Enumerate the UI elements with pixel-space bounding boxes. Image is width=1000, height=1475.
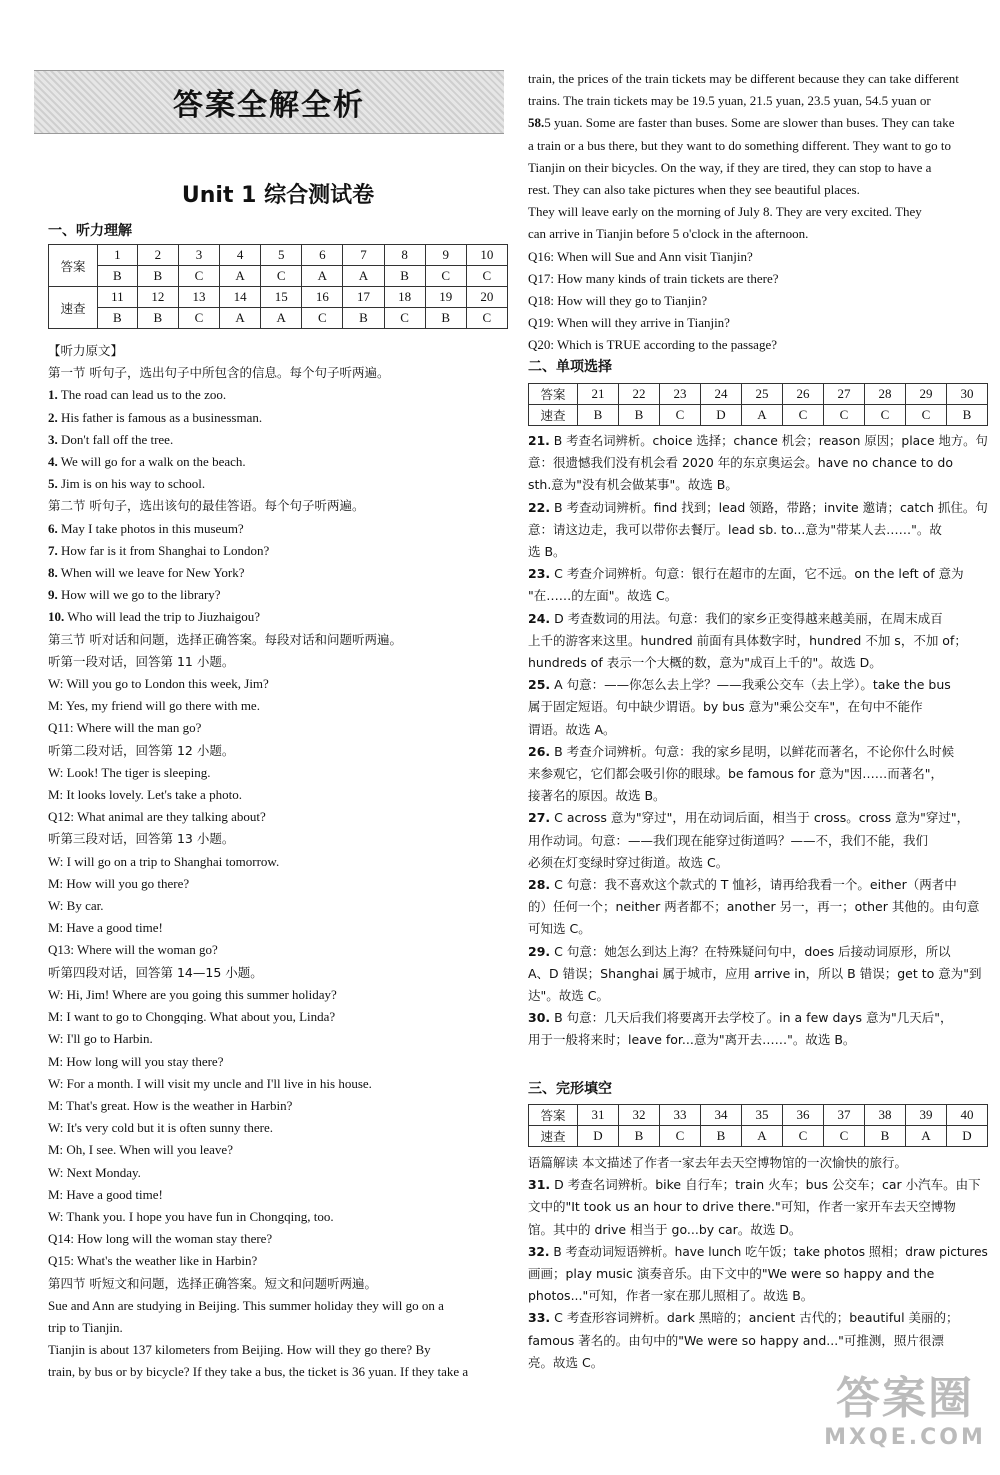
text-line: W: Next Monday. xyxy=(48,1164,141,1180)
question-number-cell: 21 xyxy=(578,384,619,405)
question-number-cell: 40 xyxy=(947,1105,988,1126)
text-line: Q14: How long will the woman stay there? xyxy=(48,1231,273,1247)
answer-cell: B xyxy=(619,405,660,426)
section-heading-listening: 一、听力理解 xyxy=(48,223,132,239)
text-line: 33. C 考查形容词辨析。dark 黑暗的；ancient 古代的；beautiful 美丽的； xyxy=(528,1310,959,1326)
question-number-cell: 11 xyxy=(98,287,138,308)
text-line: 语篇解读 本文描述了作者一家去年去天空博物馆的一次愉快的旅行。 xyxy=(528,1155,907,1170)
answer-cell: B xyxy=(701,1126,742,1147)
answer-cell: C xyxy=(178,266,219,287)
table-row xyxy=(49,245,508,266)
text-line: 用作动词。句意：——我们现在能穿过街道吗？——不，我们不能，我们 xyxy=(528,832,929,848)
answer-cell: C xyxy=(178,308,219,329)
text-line: M: How will you go there? xyxy=(48,875,190,891)
answer-cell: D xyxy=(578,1126,619,1147)
question-number-cell: 32 xyxy=(619,1105,660,1126)
question-number-cell: 6 xyxy=(302,245,343,266)
text-line: photos..."可知，作者一家在那儿照相了。故选 B。 xyxy=(528,1288,814,1304)
table-row xyxy=(529,405,988,426)
banner-title: 答案全解全析 xyxy=(173,88,365,123)
text-line: 4. We will go for a walk on the beach. xyxy=(48,454,246,470)
answer-cell: B xyxy=(578,405,619,426)
text-line: 听第一段对话，回答第 11 小题。 xyxy=(48,653,235,669)
answer-cell: A xyxy=(343,266,384,287)
answer-cell: B xyxy=(384,266,425,287)
table-row xyxy=(49,287,508,308)
text-line: M: That's great. How is the weather in Harbin? xyxy=(48,1097,293,1113)
answer-cell: B xyxy=(865,1126,906,1147)
listening-script xyxy=(48,340,508,1384)
text-line: 听第四段对话，回答第 14—15 小题。 xyxy=(48,964,263,980)
question-number-cell: 25 xyxy=(742,384,783,405)
text-line: 28. C 句意：我不喜欢这个款式的 T 恤衫，请再给我看一个。either（两者中 xyxy=(528,877,957,893)
text-line: Tianjin is about 137 kilometers from Beijing. How will they go there? By xyxy=(48,1342,431,1358)
text-line: 第二节 听句子，选出该句的最佳答语。每个句子听两遍。 xyxy=(48,498,365,514)
question-number-cell: 31 xyxy=(578,1105,619,1126)
answer-cell: B xyxy=(425,308,466,329)
answer-cell: C xyxy=(906,405,947,426)
answer-cell: C xyxy=(466,308,507,329)
text-line: 27. C across 意为"穿过"，用在动词后面，相当于 cross。cross 意为"穿过"， xyxy=(528,810,970,826)
text-line: "在……的左面"。故选 C。 xyxy=(528,588,678,604)
text-line: 30. B 句意：几天后我们将要离开去学校了。in a few days 意为"几天后"， xyxy=(528,1010,953,1026)
title-banner xyxy=(34,70,504,134)
text-line: 来参观它，它们都会吸引你的眼球。be famous for 意为"因……而著名"， xyxy=(528,766,944,782)
text-line: W: Will you go to London this week, Jim? xyxy=(48,676,269,692)
question-number-cell: 3 xyxy=(178,245,219,266)
text-line: 用于一般将来时；leave for...意为"离开去……"。故选 B。 xyxy=(528,1032,856,1048)
answer-cell: C xyxy=(261,266,302,287)
text-line: 画画；play music 演奏音乐。由下文中的"We were so happy and the xyxy=(528,1266,935,1282)
text-line: 属于固定短语。句中缺少谓语。by bus 意为"乘公交车"，在句中不能作 xyxy=(528,699,923,715)
text-line: 接著名的原因。故选 B。 xyxy=(528,788,666,804)
text-line: Sue and Ann are studying in Beijing. This summer holiday they will go on a xyxy=(48,1297,444,1313)
question-number-cell: 1 xyxy=(98,245,138,266)
single-choice-explanations xyxy=(528,430,988,1052)
answer-cell: B xyxy=(619,1126,660,1147)
text-line: 谓语。故选 A。 xyxy=(528,721,616,737)
text-line: sth.意为"没有机会做某事"。故选 B。 xyxy=(528,477,738,493)
question-number-cell: 17 xyxy=(343,287,384,308)
question-number-cell: 19 xyxy=(425,287,466,308)
answer-cell: C xyxy=(824,1126,865,1147)
unit-title: Unit 1 综合测试卷 xyxy=(181,183,375,208)
question-number-cell: 14 xyxy=(220,287,261,308)
text-line: 7. How far is it from Shanghai to London? xyxy=(48,542,270,558)
cloze-explanations xyxy=(528,1152,988,1374)
watermark-url: MXQE.COM xyxy=(824,1425,986,1450)
answer-cell: C xyxy=(865,405,906,426)
text-line: 29. C 句意：她怎么到达上海？在特殊疑问句中，does 后接动词原形，所以 xyxy=(528,943,951,959)
text-line: W: Thank you. I hope you have fun in Chongqing, too. xyxy=(48,1208,334,1224)
answer-cell: B xyxy=(343,308,384,329)
text-line: Q19: When will they arrive in Tianjin? xyxy=(528,315,730,331)
question-number-cell: 27 xyxy=(824,384,865,405)
text-line: a train or a bus there, but they want to do something different. They want to go to xyxy=(528,137,952,153)
question-number-cell: 20 xyxy=(466,287,507,308)
text-line: Q15: What's the weather like in Harbin? xyxy=(48,1253,258,1269)
question-number-cell: 8 xyxy=(384,245,425,266)
text-line: M: Oh, I see. When will you leave? xyxy=(48,1142,233,1158)
text-line: Q11: Where will the man go? xyxy=(48,720,202,736)
text-line: 31. D 考查名词辨析。bike 自行车；train 火车；bus 公交车；car 小汽车。由下 xyxy=(528,1177,981,1193)
text-line: 5. Jim is on his way to school. xyxy=(48,476,206,492)
question-number-cell: 23 xyxy=(660,384,701,405)
answer-cell: C xyxy=(425,266,466,287)
text-line: Tianjin on their bicycles. On the way, if they are tired, they can stop to have a xyxy=(528,159,932,175)
text-line: Q17: How many kinds of train tickets are there? xyxy=(528,270,779,286)
question-number-cell: 13 xyxy=(178,287,219,308)
answer-cell: D xyxy=(701,405,742,426)
answer-cell: A xyxy=(742,1126,783,1147)
table-label: 速查 xyxy=(49,287,98,329)
text-line: 21. B 考查名词辨析。choice 选择；chance 机会；reason 原因；place 地方。句 xyxy=(528,433,988,448)
text-line: 上千的游客来这里。hundred 前面有具体数字时，hundred 不加 s，不加 of； xyxy=(528,632,967,648)
answer-cell: C xyxy=(824,405,865,426)
question-number-cell: 22 xyxy=(619,384,660,405)
text-line: hundreds of 表示一个大概的数，意为"成百上千的"。故选 D。 xyxy=(528,655,882,671)
section-heading-cloze: 三、完形填空 xyxy=(528,1081,612,1097)
text-line: W: Look! The tiger is sleeping. xyxy=(48,764,211,780)
table-row xyxy=(529,1105,988,1126)
answer-cell: B xyxy=(137,308,178,329)
text-line: M: I want to go to Chongqing. What about you, Linda? xyxy=(48,1009,336,1025)
text-line: train, the prices of the train tickets may be different because they can take different xyxy=(528,71,959,86)
passage-continuation xyxy=(528,68,988,357)
question-number-cell: 15 xyxy=(261,287,302,308)
answer-cell: C xyxy=(660,1126,701,1147)
question-number-cell: 2 xyxy=(137,245,178,266)
cloze-answer-table xyxy=(528,1104,988,1147)
question-number-cell: 26 xyxy=(783,384,824,405)
text-line: 达"。故选 C。 xyxy=(528,988,609,1004)
table-row xyxy=(529,1126,988,1147)
text-line: 1. The road can lead us to the zoo. xyxy=(48,387,227,403)
question-number-cell: 16 xyxy=(302,287,343,308)
text-line: 亮。故选 C。 xyxy=(528,1354,604,1370)
text-line: trip to Tianjin. xyxy=(48,1319,123,1335)
text-line: 听第三段对话，回答第 13 小题。 xyxy=(48,831,235,847)
text-line: 3. Don't fall off the tree. xyxy=(48,431,174,447)
text-line: 26. B 考查介词辨析。句意：我的家乡昆明，以鲜花而著名，不论你什么时候 xyxy=(528,743,955,759)
table-label: 答案 xyxy=(529,1105,578,1126)
text-line: W: For a month. I will visit my uncle and I'll live in his house. xyxy=(48,1075,372,1091)
text-line: famous 著名的。由句中的"We were so happy and..."可推测，照片很漂 xyxy=(528,1332,944,1348)
text-line: 2. His father is famous as a businessman. xyxy=(48,409,263,425)
question-number-cell: 39 xyxy=(906,1105,947,1126)
text-line: Q12: What animal are they talking about? xyxy=(48,809,266,825)
text-line: 第四节 听短文和问题，选择正确答案。短文和问题听两遍。 xyxy=(48,1275,377,1291)
text-line: 听第二段对话，回答第 12 小题。 xyxy=(48,742,235,758)
single-choice-answer-table xyxy=(528,383,988,426)
question-number-cell: 7 xyxy=(343,245,384,266)
question-number-cell: 12 xyxy=(137,287,178,308)
table-label: 答案 xyxy=(529,384,578,405)
table-row xyxy=(49,266,508,287)
text-line: 8. When will we leave for New York? xyxy=(48,565,245,581)
text-line: M: It looks lovely. Let's take a photo. xyxy=(48,787,242,803)
question-number-cell: 10 xyxy=(466,245,507,266)
answer-cell: C xyxy=(466,266,507,287)
text-line: trains. The train tickets may be 19.5 yuan, 21.5 yuan, 23.5 yuan, 54.5 yuan or xyxy=(528,93,931,109)
question-number-cell: 34 xyxy=(701,1105,742,1126)
answer-cell: A xyxy=(220,308,261,329)
text-line: Q18: How will they go to Tianjin? xyxy=(528,293,708,309)
text-line: A、D 错误；Shanghai 属于城市，应用 arrive in，所以 B 错误；get to 意为"到 xyxy=(528,965,982,981)
answer-cell: C xyxy=(783,1126,824,1147)
table-row xyxy=(49,308,508,329)
question-number-cell: 33 xyxy=(660,1105,701,1126)
text-line: 32. B 考查动词短语辨析。have lunch 吃午饭；take photos 照相；draw pictures xyxy=(528,1243,988,1259)
answer-cell: C xyxy=(302,308,343,329)
text-line: 第三节 听对话和问题，选择正确答案。每段对话和问题听两遍。 xyxy=(48,631,402,647)
watermark-text: 答案圈 xyxy=(836,1373,974,1424)
question-number-cell: 9 xyxy=(425,245,466,266)
answer-cell: A xyxy=(220,266,261,287)
text-line: 的）任何一个；neither 两者都不；another 另一，再一；other 其他的。由句意 xyxy=(528,899,980,915)
answer-cell: A xyxy=(742,405,783,426)
text-line: W: It's very cold but it is often sunny there. xyxy=(48,1120,273,1136)
text-line: 25. A 句意：——你怎么去上学？——我乘公交车（去上学）。take the bus xyxy=(528,677,951,693)
question-number-cell: 4 xyxy=(220,245,261,266)
answer-cell: A xyxy=(906,1126,947,1147)
answer-cell: B xyxy=(137,266,178,287)
text-line: 必须在灯变绿时穿过街道。故选 C。 xyxy=(528,854,729,870)
text-line: Q16: When will Sue and Ann visit Tianjin? xyxy=(528,248,753,264)
text-line: can arrive in Tianjin before 5 o'clock in the afternoon. xyxy=(528,226,809,242)
text-line: Q13: Where will the woman go? xyxy=(48,942,218,958)
question-number-cell: 29 xyxy=(906,384,947,405)
listening-answer-table xyxy=(48,244,508,329)
text-line: M: Have a good time! xyxy=(48,1186,163,1202)
answer-cell: A xyxy=(261,308,302,329)
question-number-cell: 18 xyxy=(384,287,425,308)
question-number-cell: 38 xyxy=(865,1105,906,1126)
text-line: 第一节 听句子，选出句子中所包含的信息。每个句子听两遍。 xyxy=(48,365,390,381)
text-line: 馆。其中的 drive 相当于 go...by car。故选 D。 xyxy=(528,1221,802,1237)
text-line: 10. Who will lead the trip to Jiuzhaigou? xyxy=(48,609,261,625)
table-label: 答案 xyxy=(49,245,98,287)
text-line: M: Yes, my friend will go there with me. xyxy=(48,698,260,714)
question-number-cell: 5 xyxy=(261,245,302,266)
text-line: rest. They can also take pictures when they see beautiful places. xyxy=(528,182,860,198)
text-line: 22. B 考查动词辨析。find 找到；lead 领路，带路；invite 邀请；catch 抓住。句 xyxy=(528,499,988,515)
answer-cell: B xyxy=(98,266,138,287)
text-line: W: By car. xyxy=(48,898,104,914)
answer-cell: C xyxy=(783,405,824,426)
text-line: train, by bus or by bicycle? If they take a bus, the ticket is 36 yuan. If they take a xyxy=(48,1364,469,1380)
question-number-cell: 35 xyxy=(742,1105,783,1126)
answer-cell: C xyxy=(384,308,425,329)
table-label: 速查 xyxy=(529,1126,578,1147)
question-number-cell: 28 xyxy=(865,384,906,405)
answer-cell: A xyxy=(302,266,343,287)
text-line: W: I will go on a trip to Shanghai tomorrow. xyxy=(48,853,280,869)
table-row xyxy=(529,384,988,405)
text-line: 【听力原文】 xyxy=(48,343,124,358)
table-label: 速查 xyxy=(529,405,578,426)
answer-cell: D xyxy=(947,1126,988,1147)
text-line: 9. How will we go to the library? xyxy=(48,587,221,603)
answer-cell: B xyxy=(98,308,138,329)
text-line: Q20: Which is TRUE according to the passage? xyxy=(528,337,777,353)
question-number-cell: 36 xyxy=(783,1105,824,1126)
text-line: They will leave early on the morning of July 8. They are very excited. They xyxy=(528,204,922,220)
text-line: 意：很遗憾我们没有机会看 2020 年的东京奥运会。have no chance to do xyxy=(528,455,953,471)
text-line: M: How long will you stay there? xyxy=(48,1053,224,1069)
text-line: 意：请这边走，我可以带你去餐厅。lead sb. to...意为"带某人去……"。故 xyxy=(528,521,942,537)
text-line: 文中的"It took us an hour to drive there."可知，作者一家开车去天空博物 xyxy=(528,1199,956,1215)
text-line: W: I'll go to Harbin. xyxy=(48,1031,153,1047)
text-line: 选 B。 xyxy=(528,544,566,560)
text-line: 58.5 yuan. Some are faster than buses. Some are slower than buses. They can take xyxy=(528,115,955,131)
section-heading-single-choice: 二、单项选择 xyxy=(528,359,612,375)
text-line: W: Hi, Jim! Where are you going this summer holiday? xyxy=(48,986,337,1002)
question-number-cell: 24 xyxy=(701,384,742,405)
question-number-cell: 30 xyxy=(947,384,988,405)
answer-cell: B xyxy=(947,405,988,426)
text-line: 可知选 C。 xyxy=(528,921,591,937)
text-line: M: Have a good time! xyxy=(48,920,163,936)
watermark-logo xyxy=(820,1373,990,1463)
text-line: 24. D 考查数词的用法。句意：我们的家乡正变得越来越美丽，在周末成百 xyxy=(528,610,943,626)
question-number-cell: 37 xyxy=(824,1105,865,1126)
text-line: 6. May I take photos in this museum? xyxy=(48,520,244,536)
text-line: 23. C 考查介词辨析。句意：银行在超市的左面，它不远。on the left of 意为 xyxy=(528,566,964,582)
answer-cell: C xyxy=(660,405,701,426)
